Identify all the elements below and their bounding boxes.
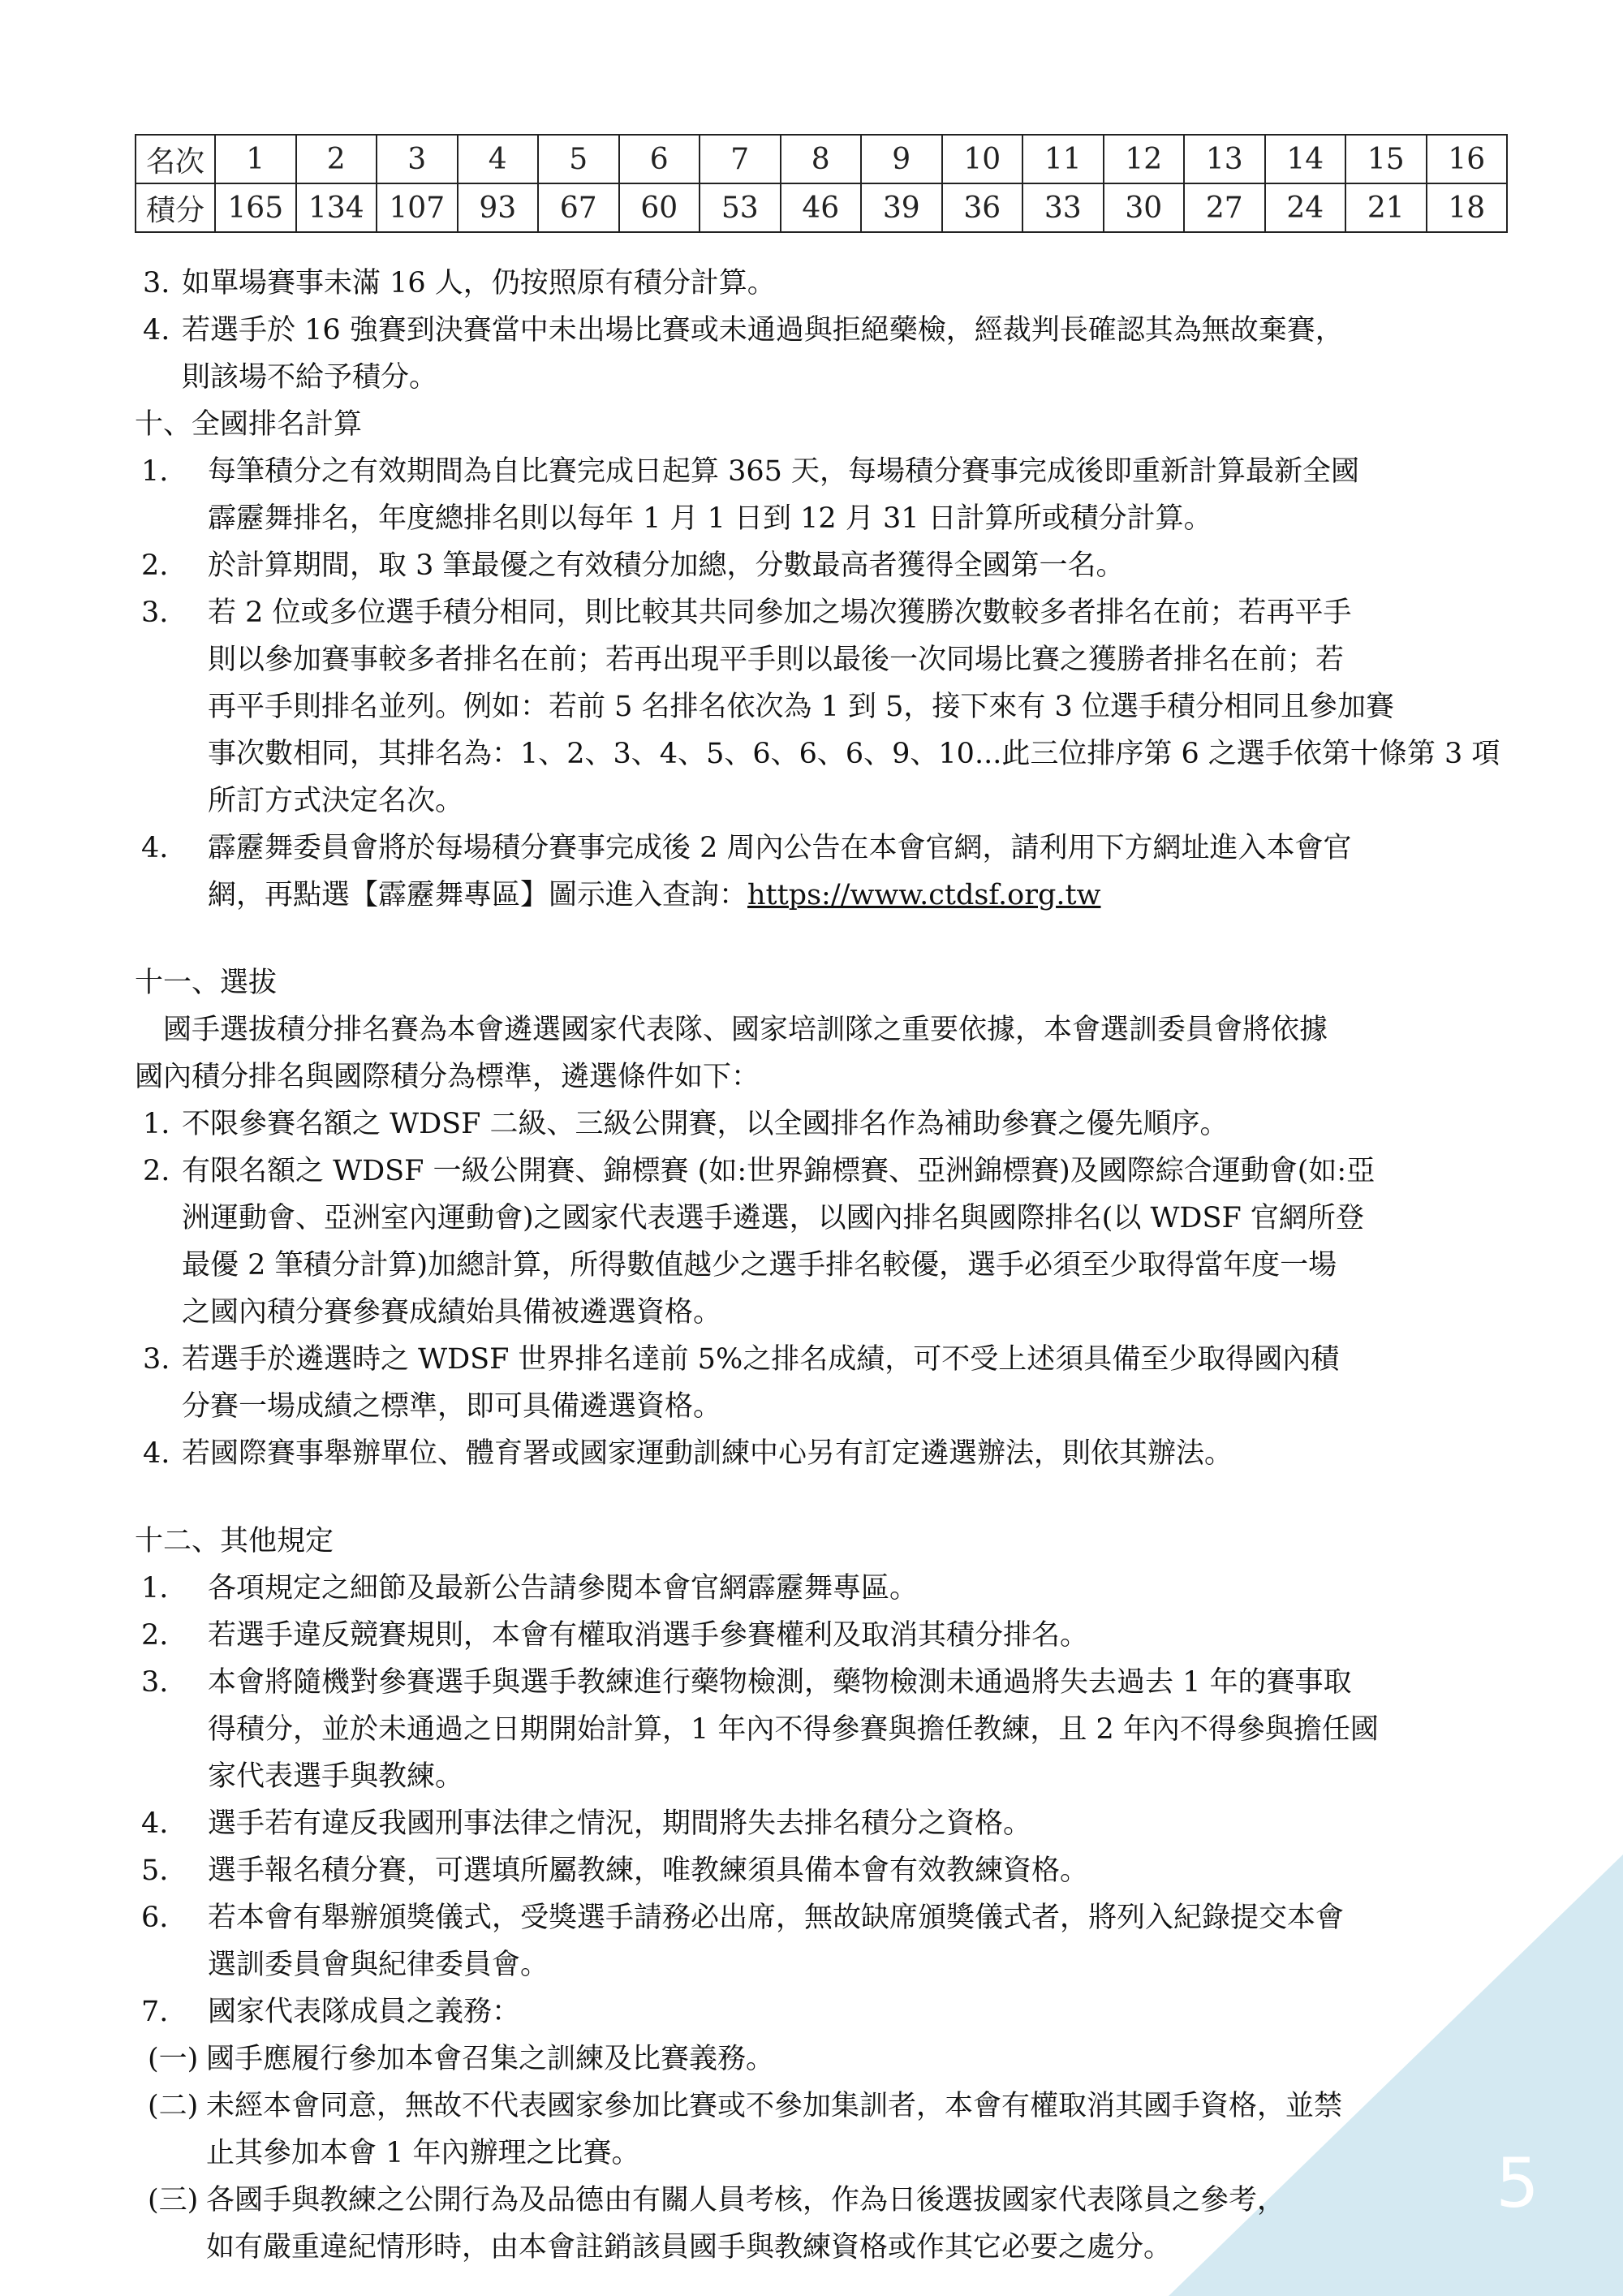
list-item (135, 1565, 1514, 1612)
item-line: 選訓委員會與紀律委員會。 (208, 1949, 549, 1981)
item-line: 則該場不給予積分。 (182, 361, 438, 394)
rank-cell: 11 (1022, 135, 1104, 183)
points-cell: 46 (781, 183, 862, 232)
item-line: 各項規定之細節及最新公告請參閱本會官網霹靂舞專區。 (208, 1572, 919, 1605)
list-item (135, 825, 1514, 919)
intro-line: 國內積分排名與國際積分為標準，遴選條件如下： (135, 1061, 760, 1093)
points-row (136, 183, 1507, 232)
page-number: 5 (1496, 2143, 1539, 2223)
item-number: 1. (141, 455, 169, 488)
list-item (135, 2035, 1514, 2083)
list-item (135, 1101, 1514, 1148)
list-item (135, 589, 1514, 825)
item-line: 若國際賽事舉辦單位、體育署或國家運動訓練中心另有訂定遴選辦法，則依其辦法。 (182, 1437, 1233, 1470)
item-line: 止其參加本會 1 年內辦理之比賽。 (206, 2137, 640, 2169)
list-item (135, 1336, 1514, 1430)
list-item (135, 448, 1514, 542)
rank-cell: 16 (1427, 135, 1508, 183)
list-item (135, 542, 1514, 589)
rank-cell: 7 (700, 135, 781, 183)
rank-cell: 1 (215, 135, 296, 183)
item-line: 最優 2 筆積分計算)加總計算，所得數值越少之選手排名較優，選手必須至少取得當年度一場 (182, 1249, 1337, 1282)
rank-cell: 3 (377, 135, 458, 183)
rank-cell: 6 (619, 135, 700, 183)
points-header: 積分 (136, 183, 215, 232)
item-line: 事次數相同，其排名為：1、2、3、4、5、6、6、6、9、10...此三位排序第 6 之選手依第十條第 3 項 (208, 738, 1500, 770)
points-cell: 21 (1345, 183, 1427, 232)
item-line: 洲運動會、亞洲室內運動會)之國家代表選手遴選，以國內排名與國際排名(以 WDSF 官網所登 (182, 1202, 1364, 1234)
item-line: 家代表選手與教練。 (208, 1760, 464, 1793)
points-cell: 107 (377, 183, 458, 232)
item-number: 6. (141, 1902, 169, 1934)
item-line: 霹靂舞排名，年度總排名則以每年 1 月 1 日到 12 月 31 日計算所或積分計算。 (208, 502, 1212, 535)
section-title: 十、全國排名計算 (135, 408, 363, 441)
intro-line: 國手選拔積分排名賽為本會遴選國家代表隊、國家培訓隊之重要依據，本會選訓委員會將依據 (135, 1014, 1328, 1046)
item-line: 未經本會同意，無故不代表國家參加比賽或不參加集訓者，本會有權取消其國手資格，並禁 (206, 2090, 1343, 2122)
item-line: 若選手於遴選時之 WDSF 世界排名達前 5%之排名成績，可不受上述須具備至少取得國內積 (182, 1343, 1340, 1376)
item-line: 選手若有違反我國刑事法律之情況，期間將失去排名積分之資格。 (208, 1807, 1032, 1840)
item-line: 每筆積分之有效期間為自比賽完成日起算 365 天，每場積分賽事完成後即重新計算最新全國 (208, 455, 1360, 488)
item-line: 再平手則排名並列。例如：若前 5 名排名依次為 1 到 5，接下來有 3 位選手積分相同且參加賽 (208, 691, 1394, 723)
points-cell: 33 (1022, 183, 1104, 232)
item-line: 不限參賽名額之 WDSF 二級、三級公開賽，以全國排名作為補助參賽之優先順序。 (182, 1108, 1229, 1140)
item-line: 若本會有舉辦頒獎儀式，受獎選手請務必出席，無故缺席頒獎儀式者，將列入紀錄提交本會 (208, 1902, 1345, 1934)
item-number: 4. (141, 832, 169, 864)
list-item (135, 1847, 1514, 1894)
list-item (135, 1659, 1514, 1800)
item-number: 7. (141, 1996, 169, 2028)
points-cell: 24 (1265, 183, 1346, 232)
rank-cell: 15 (1345, 135, 1427, 183)
list-item (135, 1148, 1514, 1336)
list-item (135, 1988, 1514, 2035)
score-table (135, 134, 1508, 233)
item-line: 若 2 位或多位選手積分相同，則比較其共同參加之場次獲勝次數較多者排名在前；若再平手 (208, 597, 1352, 629)
item-number: (三) (148, 2184, 199, 2216)
list-item (135, 2083, 1514, 2177)
points-cell: 18 (1427, 183, 1508, 232)
item-line: 則以參加賽事較多者排名在前；若再出現平手則以最後一次同場比賽之獲勝者排名在前；若 (208, 644, 1345, 676)
item-number: 1. (141, 1572, 169, 1605)
item-number: 4. (143, 1437, 170, 1470)
item-number: (一) (148, 2043, 199, 2075)
points-cell: 60 (619, 183, 700, 232)
item-number: 2. (143, 1155, 170, 1187)
document-body (135, 260, 1514, 2271)
item-line: 得積分，並於未通過之日期開始計算，1 年內不得參賽與擔任教練，且 2 年內不得參與擔任國 (208, 1713, 1379, 1746)
section-title: 十二、其他規定 (135, 1525, 334, 1557)
spacer (135, 919, 1514, 959)
item-line: 國家代表隊成員之義務： (208, 1996, 521, 2028)
rank-cell: 13 (1184, 135, 1265, 183)
points-cell: 134 (296, 183, 377, 232)
item-line: 若選手於 16 強賽到決賽當中未出場比賽或未通過與拒絕藥檢，經裁判長確認其為無故棄賽， (182, 314, 1344, 347)
item-line: 所訂方式決定名次。 (208, 785, 464, 817)
item-line (208, 872, 1514, 919)
list-item (135, 1612, 1514, 1659)
points-cell: 39 (861, 183, 942, 232)
rank-cell: 8 (781, 135, 862, 183)
item-number: 1. (143, 1108, 170, 1140)
item-number: 2. (141, 549, 169, 582)
item-line: 有限名額之 WDSF 一級公開賽、錦標賽 (如:世界錦標賽、亞洲錦標賽)及國際綜合運動會(如:亞 (182, 1155, 1375, 1187)
item-number: 3. (143, 1343, 170, 1376)
item-line: 若選手違反競賽規則，本會有權取消選手參賽權利及取消其積分排名。 (208, 1619, 1089, 1652)
points-cell: 165 (215, 183, 296, 232)
points-cell: 36 (942, 183, 1023, 232)
points-cell: 53 (700, 183, 781, 232)
list-item (135, 307, 1514, 401)
points-cell: 93 (458, 183, 539, 232)
item-line: 分賽一場成績之標準，即可具備遴選資格。 (182, 1390, 722, 1423)
item-number: 3. (141, 1666, 169, 1699)
rank-cell: 5 (538, 135, 619, 183)
item-number: 3. (141, 597, 169, 629)
list-item (135, 1894, 1514, 1988)
item-line-prefix: 網，再點選【霹靂舞專區】圖示進入查詢： (208, 879, 748, 911)
item-number: 2. (141, 1619, 169, 1652)
item-line: 國手應履行參加本會召集之訓練及比賽義務。 (206, 2043, 775, 2075)
points-cell: 30 (1104, 183, 1185, 232)
rank-cell: 4 (458, 135, 539, 183)
points-cell: 27 (1184, 183, 1265, 232)
list-item (135, 260, 1514, 307)
rank-cell: 9 (861, 135, 942, 183)
list-item (135, 1430, 1514, 1477)
item-line: 於計算期間，取 3 筆最優之有效積分加總，分數最高者獲得全國第一名。 (208, 549, 1125, 582)
rank-header: 名次 (136, 135, 215, 183)
rank-cell: 10 (942, 135, 1023, 183)
item-number: 4. (141, 1807, 169, 1840)
spacer (135, 1477, 1514, 1518)
points-cell: 67 (538, 183, 619, 232)
list-item (135, 2177, 1514, 2271)
rank-cell: 2 (296, 135, 377, 183)
rank-cell: 12 (1104, 135, 1185, 183)
item-line: 霹靂舞委員會將於每場積分賽事完成後 2 周內公告在本會官網，請利用下方網址進入本會官 (208, 832, 1352, 864)
item-line: 如有嚴重違紀情形時，由本會註銷該員國手與教練資格或作其它必要之處分。 (206, 2231, 1173, 2264)
item-line: 選手報名積分賽，可選填所屬教練，唯教練須具備本會有效教練資格。 (208, 1854, 1089, 1887)
rank-row (136, 135, 1507, 183)
section-title: 十一、選拔 (135, 967, 278, 999)
item-line: 本會將隨機對參賽選手與選手教練進行藥物檢測，藥物檢測未通過將失去過去 1 年的賽事取 (208, 1666, 1352, 1699)
website-link[interactable]: https://www.ctdsf.org.tw (747, 879, 1101, 911)
item-number: 5. (141, 1854, 169, 1887)
rank-cell: 14 (1265, 135, 1346, 183)
item-number: 3. (143, 267, 170, 299)
item-line: 如單場賽事未滿 16 人，仍按照原有積分計算。 (182, 267, 776, 299)
item-number: (二) (148, 2090, 199, 2122)
item-line: 之國內積分賽參賽成績始具備被遴選資格。 (182, 1296, 722, 1329)
item-number: 4. (143, 314, 170, 347)
list-item (135, 1800, 1514, 1847)
item-line: 各國手與教練之公開行為及品德由有關人員考核，作為日後選拔國家代表隊員之參考， (206, 2184, 1286, 2216)
